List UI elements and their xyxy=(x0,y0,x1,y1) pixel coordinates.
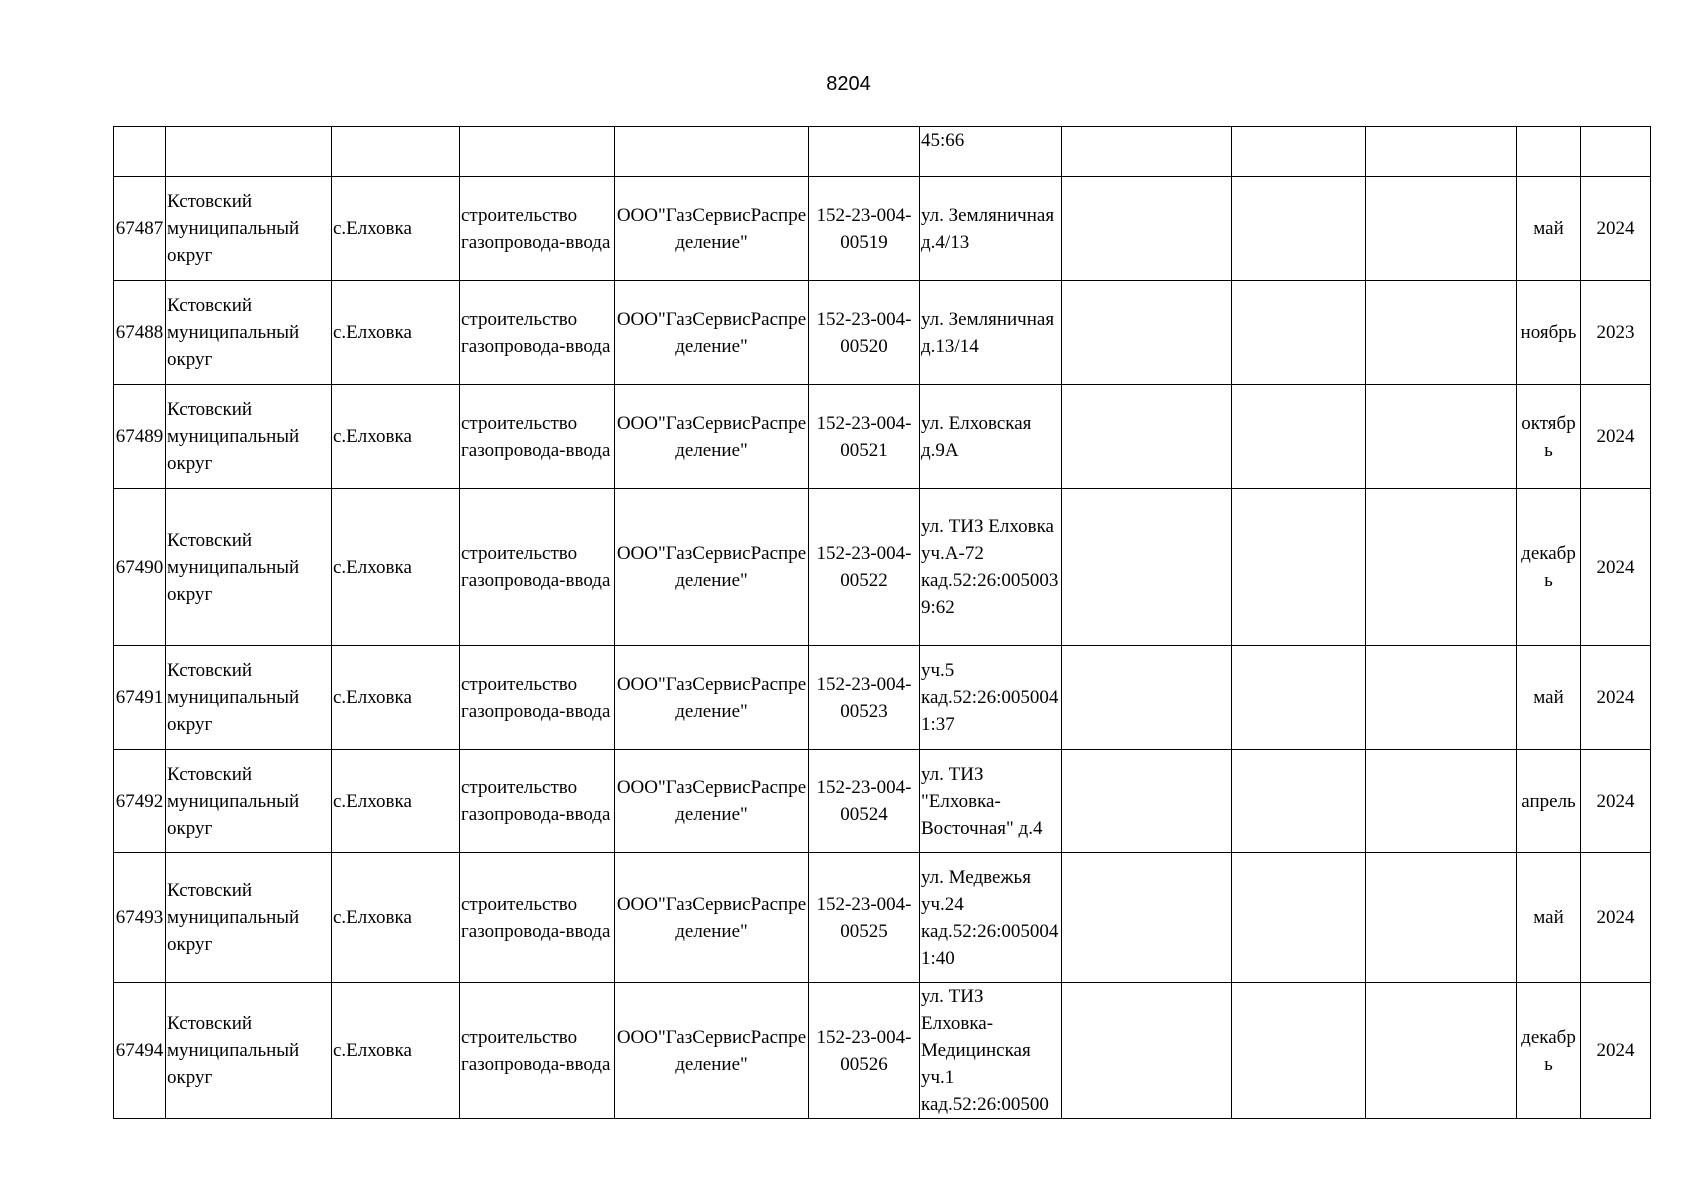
cell-number: 67493 xyxy=(114,853,166,983)
cell-locality: с.Елховка xyxy=(332,853,460,983)
cell-empty xyxy=(1366,127,1517,177)
cell-district: Кстовский муниципальный округ xyxy=(166,281,332,385)
cell-month: апрель xyxy=(1517,750,1581,853)
cell-empty xyxy=(1062,750,1232,853)
table-row xyxy=(114,646,1651,750)
works-table xyxy=(113,126,1651,1119)
cell-empty xyxy=(1232,281,1366,385)
table-row xyxy=(114,127,1651,177)
cell-empty xyxy=(1062,646,1232,750)
cell-district: Кстовский муниципальный округ xyxy=(166,983,332,1119)
cell-locality: с.Елховка xyxy=(332,750,460,853)
cell-year: 2024 xyxy=(1581,177,1651,281)
cell-organization: ООО"ГазСервисРаспределение" xyxy=(615,646,809,750)
cell-district xyxy=(166,127,332,177)
cell-work-type: строительство газопровода-ввода xyxy=(460,281,615,385)
cell-empty xyxy=(1062,853,1232,983)
cell-month xyxy=(1517,127,1581,177)
cell-district: Кстовский муниципальный округ xyxy=(166,489,332,646)
cell-organization: ООО"ГазСервисРаспределение" xyxy=(615,750,809,853)
cell-address: уч.5 кад.52:26:0050041:37 xyxy=(920,646,1062,750)
cell-district: Кстовский муниципальный округ xyxy=(166,646,332,750)
cell-year: 2024 xyxy=(1581,983,1651,1119)
cell-year: 2024 xyxy=(1581,646,1651,750)
cell-number: 67491 xyxy=(114,646,166,750)
cell-empty xyxy=(1232,489,1366,646)
table-row xyxy=(114,385,1651,489)
cell-number: 67489 xyxy=(114,385,166,489)
cell-organization xyxy=(615,127,809,177)
cell-year: 2024 xyxy=(1581,750,1651,853)
cell-work-type: строительство газопровода-ввода xyxy=(460,385,615,489)
page-number: 8204 xyxy=(826,73,871,95)
table-row xyxy=(114,177,1651,281)
cell-year: 2024 xyxy=(1581,853,1651,983)
cell-empty xyxy=(1062,983,1232,1119)
cell-address: ул. Медвежья уч.24 кад.52:26:0050041:40 xyxy=(920,853,1062,983)
cell-month: май xyxy=(1517,177,1581,281)
cell-district: Кстовский муниципальный округ xyxy=(166,750,332,853)
cell-year: 2023 xyxy=(1581,281,1651,385)
cell-organization: ООО"ГазСервисРаспределение" xyxy=(615,853,809,983)
cell-district: Кстовский муниципальный округ xyxy=(166,177,332,281)
cell-code: 152-23-004-00526 xyxy=(809,983,920,1119)
cell-locality: с.Елховка xyxy=(332,646,460,750)
cell-empty xyxy=(1366,281,1517,385)
cell-locality: с.Елховка xyxy=(332,385,460,489)
cell-district: Кстовский муниципальный округ xyxy=(166,385,332,489)
cell-locality: с.Елховка xyxy=(332,177,460,281)
cell-empty xyxy=(1366,853,1517,983)
cell-empty xyxy=(1062,385,1232,489)
cell-month: май xyxy=(1517,646,1581,750)
cell-empty xyxy=(1062,127,1232,177)
cell-address: ул. ТИЗ "Елховка-Восточная" д.4 xyxy=(920,750,1062,853)
cell-empty xyxy=(1062,489,1232,646)
cell-locality xyxy=(332,127,460,177)
cell-number: 67488 xyxy=(114,281,166,385)
cell-organization: ООО"ГазСервисРаспределение" xyxy=(615,177,809,281)
cell-empty xyxy=(1232,646,1366,750)
cell-code: 152-23-004-00519 xyxy=(809,177,920,281)
cell-month: декабрь xyxy=(1517,983,1581,1119)
cell-month: ноябрь xyxy=(1517,281,1581,385)
cell-district: Кстовский муниципальный округ xyxy=(166,853,332,983)
table-row xyxy=(114,853,1651,983)
cell-address: ул. ТИЗ Елховка-Медицинская уч.1 кад.52:26:00500 xyxy=(920,983,1062,1119)
cell-number xyxy=(114,127,166,177)
cell-empty xyxy=(1232,177,1366,281)
cell-code: 152-23-004-00522 xyxy=(809,489,920,646)
cell-address: ул. Земляничная д.4/13 xyxy=(920,177,1062,281)
cell-locality: с.Елховка xyxy=(332,489,460,646)
cell-number: 67492 xyxy=(114,750,166,853)
cell-address: ул. Земляничная д.13/14 xyxy=(920,281,1062,385)
cell-empty xyxy=(1366,489,1517,646)
cell-year xyxy=(1581,127,1651,177)
cell-organization: ООО"ГазСервисРаспределение" xyxy=(615,983,809,1119)
cell-organization: ООО"ГазСервисРаспределение" xyxy=(615,489,809,646)
cell-address: 45:66 xyxy=(920,127,1062,177)
cell-empty xyxy=(1232,127,1366,177)
cell-organization: ООО"ГазСервисРаспределение" xyxy=(615,385,809,489)
cell-work-type: строительство газопровода-ввода xyxy=(460,646,615,750)
cell-code: 152-23-004-00520 xyxy=(809,281,920,385)
cell-empty xyxy=(1232,983,1366,1119)
cell-year: 2024 xyxy=(1581,385,1651,489)
cell-work-type: строительство газопровода-ввода xyxy=(460,489,615,646)
cell-empty xyxy=(1062,281,1232,385)
cell-work-type: строительство газопровода-ввода xyxy=(460,853,615,983)
cell-empty xyxy=(1232,750,1366,853)
cell-empty xyxy=(1366,385,1517,489)
cell-code: 152-23-004-00523 xyxy=(809,646,920,750)
cell-month: декабрь xyxy=(1517,489,1581,646)
cell-code: 152-23-004-00524 xyxy=(809,750,920,853)
cell-year: 2024 xyxy=(1581,489,1651,646)
cell-code xyxy=(809,127,920,177)
cell-code: 152-23-004-00521 xyxy=(809,385,920,489)
cell-empty xyxy=(1232,385,1366,489)
cell-month: октябрь xyxy=(1517,385,1581,489)
cell-empty xyxy=(1366,177,1517,281)
cell-work-type: строительство газопровода-ввода xyxy=(460,750,615,853)
cell-locality: с.Елховка xyxy=(332,983,460,1119)
table-row xyxy=(114,489,1651,646)
cell-work-type: строительство газопровода-ввода xyxy=(460,177,615,281)
cell-organization: ООО"ГазСервисРаспределение" xyxy=(615,281,809,385)
cell-number: 67494 xyxy=(114,983,166,1119)
cell-code: 152-23-004-00525 xyxy=(809,853,920,983)
cell-address: ул. ТИЗ Елховка уч.А-72 кад.52:26:0050039:62 xyxy=(920,489,1062,646)
cell-month: май xyxy=(1517,853,1581,983)
cell-empty xyxy=(1232,853,1366,983)
cell-empty xyxy=(1366,646,1517,750)
cell-locality: с.Елховка xyxy=(332,281,460,385)
cell-empty xyxy=(1062,177,1232,281)
cell-work-type xyxy=(460,127,615,177)
cell-number: 67487 xyxy=(114,177,166,281)
table-row xyxy=(114,750,1651,853)
cell-number: 67490 xyxy=(114,489,166,646)
cell-address: ул. Елховская д.9А xyxy=(920,385,1062,489)
cell-empty xyxy=(1366,983,1517,1119)
table-row xyxy=(114,281,1651,385)
table-row xyxy=(114,983,1651,1119)
cell-empty xyxy=(1366,750,1517,853)
cell-work-type: строительство газопровода-ввода xyxy=(460,983,615,1119)
